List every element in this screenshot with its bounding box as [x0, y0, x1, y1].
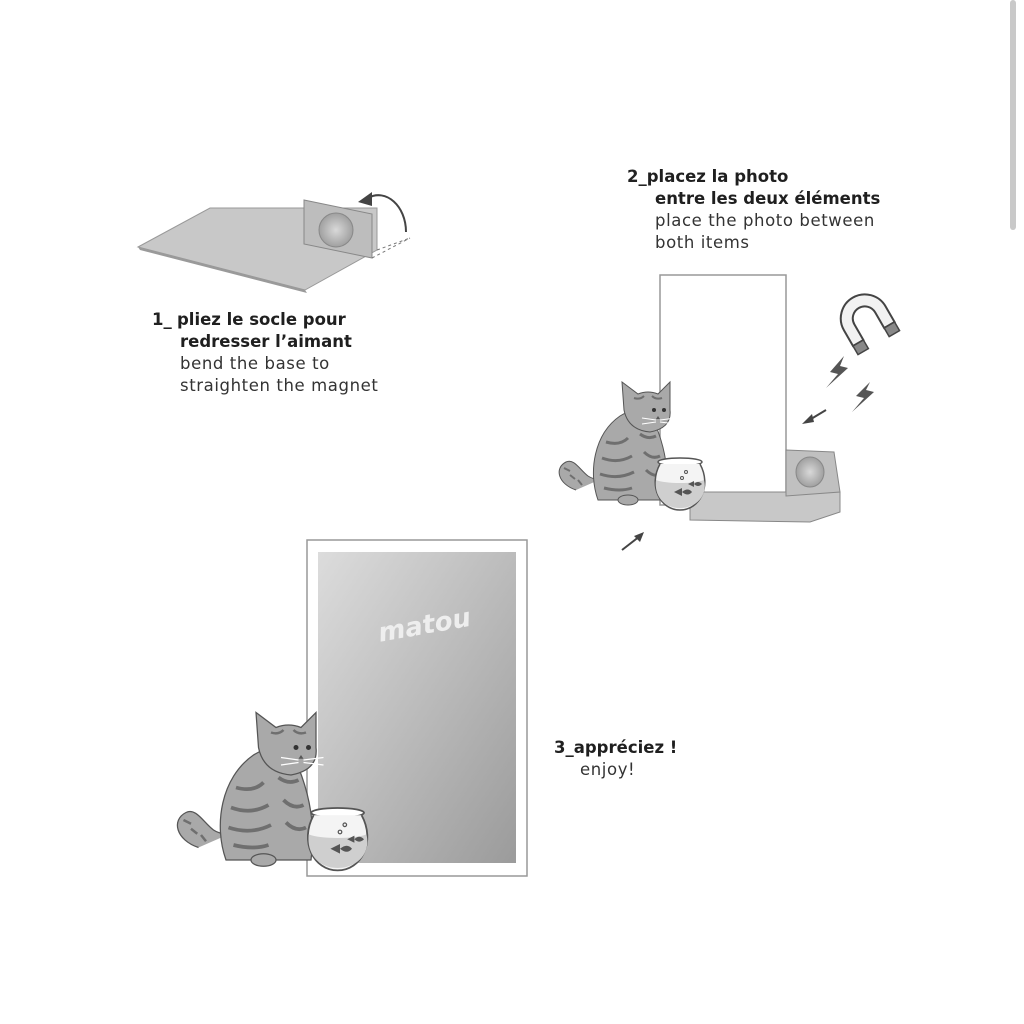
step1-base-illustration: [138, 200, 410, 293]
fishbowl-illustration: [308, 808, 367, 870]
step1-fr-line2: redresser l’aimant: [180, 332, 352, 351]
step3-en-line1: enjoy!: [580, 760, 636, 779]
step1-en-line2: straighten the magnet: [180, 376, 379, 395]
step1-en-line1: bend the base to: [180, 354, 330, 373]
step1-caption: [152, 309, 378, 397]
fishbowl-illustration: [655, 458, 705, 510]
step3-caption: [554, 737, 677, 781]
step2-caption: [627, 166, 880, 254]
step3-number: 3_: [554, 738, 574, 757]
step1-fr-line1: pliez le socle pour: [176, 310, 346, 329]
step2-number: 2_: [627, 167, 647, 186]
step2-fr-line2: entre les deux éléments: [655, 189, 881, 208]
cat-illustration: [177, 713, 323, 867]
lightning-icon: [826, 356, 874, 412]
horseshoe-magnet-icon: [832, 286, 900, 355]
step2-en-line2: both items: [655, 233, 750, 252]
step3-fr-line1: appréciez !: [573, 738, 678, 757]
step2-fr-line1: placez la photo: [646, 167, 789, 186]
photo-signature: matou: [375, 602, 474, 649]
step1-number: 1_: [152, 310, 172, 329]
step2-en-line1: place the photo between: [655, 211, 875, 230]
